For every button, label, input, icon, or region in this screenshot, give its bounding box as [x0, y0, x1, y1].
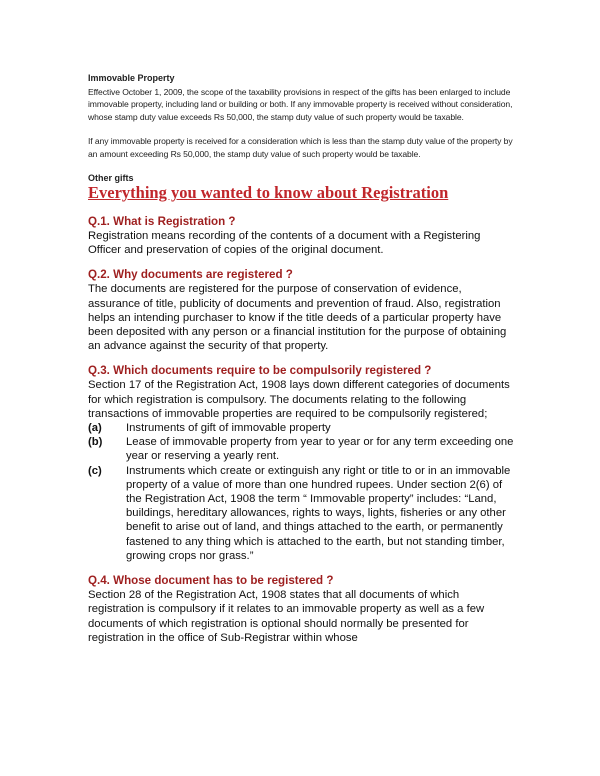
immovable-property-paragraph-1: Effective October 1, 2009, the scope of the taxability provisions in respect of the gifts has been enlarged to include immovable property, including land or building or both. If any immovable property is received without consideration, whose stamp duty value exceeds Rs 50,000, the stamp duty value of such property would be taxable. — [88, 87, 513, 122]
list-item — [88, 421, 516, 435]
other-gifts-heading: Other gifts — [88, 173, 134, 184]
q3-intro: Section 17 of the Registration Act, 1908 lays down different categories of documents for which registration is compulsory. The documents relating to the following transactions of immovable properties are required to be compulsorily registered; — [88, 379, 510, 420]
q2-answer: The documents are registered for the purpose of conservation of evidence, assurance of title, publicity of documents and prevention of fraud. Also, registration helps an intending purchaser to know if the title deeds of a particular property have been deposited with any person or a financial institution for the purpose of obtaining an advance against the security of that property. — [88, 283, 507, 353]
immovable-property-paragraph-2: If any immovable property is received for a consideration which is less than the stamp duty value of the property by an amount exceeding Rs 50,000, the stamp duty value of such property would be taxable. — [88, 136, 513, 159]
q3-list — [88, 421, 516, 563]
q4-answer: Section 28 of the Registration Act, 1908 states that all documents of which registration is compulsory if it relates to an immovable property as well as a few documents of which registration is optional should normally be presented for registration in the office of Sub-Registrar within whose — [88, 589, 485, 644]
immovable-property-heading: Immovable Property — [88, 73, 175, 83]
q1-answer: Registration means recording of the contents of a document with a Registering Officer and preservation of copies of the original document. — [88, 230, 481, 257]
list-item — [88, 464, 516, 563]
q1-heading: Q.1. What is Registration ? — [88, 215, 236, 229]
q3-heading: Q.3. Which documents require to be compulsorily registered ? — [88, 364, 432, 378]
list-text: Instruments of gift of immovable property — [126, 422, 331, 435]
registration-title: Everything you wanted to know about Registration — [88, 183, 449, 203]
list-marker: (b) — [88, 436, 103, 449]
list-marker: (a) — [88, 422, 102, 435]
q4-heading: Q.4. Whose document has to be registered ? — [88, 574, 334, 588]
list-text: Lease of immovable property from year to year or for any term exceeding one year or reserving a yearly rent. — [126, 436, 514, 463]
list-marker: (c) — [88, 464, 102, 477]
list-text: Instruments which create or extinguish any right or title to or in an immovable property of a value of more than one hundred rupees. Under section 2(6) of the Registration Act, 1908 the term “ Immovable property” includes: “Land, buildings, hereditary allowances, rights to ways, lights, fisheries or any other benefit to arise out of land, and things attached to the earth, or permanently fastened to any thing which is attached to the earth, but not standing timber, growing crops nor grass.” — [126, 464, 511, 562]
q2-heading: Q.2. Why documents are registered ? — [88, 268, 293, 282]
list-item — [88, 435, 516, 463]
document-page — [88, 72, 516, 655]
